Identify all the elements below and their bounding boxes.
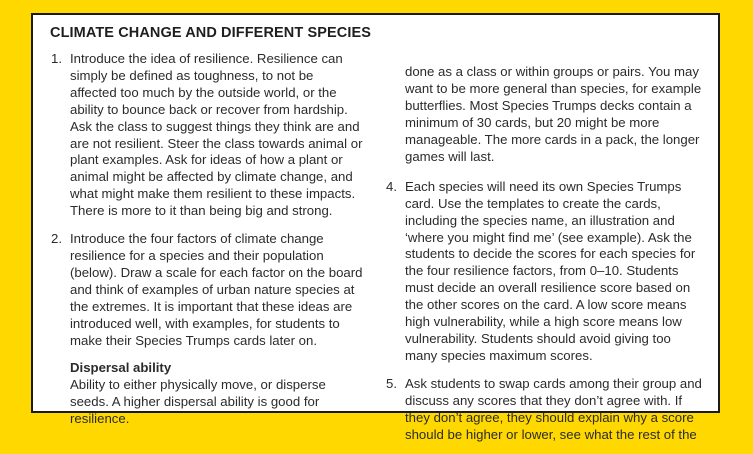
- continuation-text: done as a class or within groups or pairs. You may want to be more general than species, for example butterflies. Most Species Trumps decks contain a minimum of 30 cards, but 20 might be more manageable. The more cards in a pack, the longer games will last.: [405, 64, 702, 164]
- item-number: 2.: [51, 231, 62, 247]
- content-panel: [31, 13, 720, 442]
- item-number: 4.: [386, 178, 397, 194]
- list-item-1: [51, 51, 363, 220]
- item-text: Introduce the idea of resilience. Resilience can simply be defined as toughness, to not be affected too much by the outside world, or the ability to bounce back or recover from hardship. Ask the class to suggest things they think are and are not resilient. Steer the class towards animal or plant examples. Ask for ideas of how a plant or animal might be affected by climate change, and what might make them resilient to these impacts. There is more to it than being big and strong.: [70, 51, 363, 219]
- dispersal-text: Ability to either physically move, or disperse seeds. A higher dispersal ability is good for resilience.: [70, 377, 326, 427]
- list-item-4: [386, 179, 706, 365]
- right-column: [386, 51, 706, 454]
- page-title: CLIMATE CHANGE AND DIFFERENT SPECIES: [50, 25, 371, 41]
- dispersal-heading: Dispersal ability: [70, 360, 172, 376]
- item-text: Each species will need its own Species Trumps card. Use the templates to create the cards, including the species name, an illustration and ‘where you might find me’ (see example). Ask the students to decide the scores for each species for the four resilience factors, from 0–10. Students must decide an overall resilience score based on the other scores on the card. A low score means high vulnerability, while a high score means low vulnerability. Students should avoid giving too many species maximum scores.: [405, 178, 696, 363]
- item-number: 5.: [386, 375, 397, 391]
- list-item-5: [386, 376, 706, 444]
- list-item-2: [51, 231, 363, 349]
- dispersal-ability-section: [51, 360, 363, 428]
- item-number: 1.: [51, 51, 62, 66]
- left-column: [51, 51, 363, 428]
- item-3-continuation: [386, 64, 706, 165]
- item-text: Ask students to swap cards among their group and discuss any scores that they don’t agree with. If they don’t agree, they should explain why a score should be higher or lower, see what the rest of the: [405, 375, 702, 442]
- item-text: Introduce the four factors of climate change resilience for a species and their population (below). Draw a scale for each factor on the board and think of examples of urban nature species at the extremes. It is important that these ideas are introduced well, with examples, for students to make their Species Trumps cards later on.: [70, 231, 363, 348]
